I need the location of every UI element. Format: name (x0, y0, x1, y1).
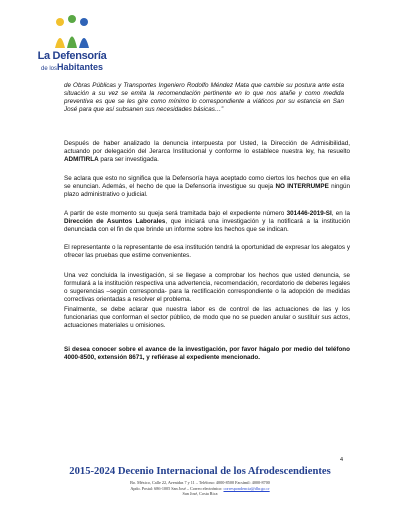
defensoria-logo (30, 14, 114, 74)
paragraph-clarification: Se aclara que esto no significa que la Defensoría haya aceptado como ciertos los hechos que en ella se enuncian. Además, el hecho de que la Defensoría investigue su queja NO INTERRUMPE ningún plazo administrativo o judicial. (64, 175, 350, 199)
paragraph-investigation-outcome: Una vez concluida la investigación, si se llegase a comprobar los hechos que usted denuncia, se formulará a la institución respectiva una advertencia, recomendación, recordatorio de deberes legales o sugerencias –según corresponda- para la rectificación correspondiente o la adopción de medidas correctivas orientadas a resolver el problema. (64, 272, 350, 304)
logo-text-bottom: de losHabitantes (40, 62, 104, 72)
quoted-complaint: de Obras Públicas y Transportes Ingeniero Rodolfo Méndez Mata que cambie su postura ante esta situación a su vez se emita la recomendación pertinente en lo que nos atañe y como medida preventiva es que se les gire como mínimo lo correspondiente a viáticos por su estancia en San José para que así subsanen sus necesidades básicas…” (64, 82, 344, 114)
paragraph-case-number: A partir de este momento su queja será tramitada bajo el expediente número 301446-2019-SI, en la Dirección de Asuntos Laborales, que iniciará una investigación y la notificará a la institución denunciada con el fin de que brinde un informe sobre los hechos que se indican. (64, 210, 350, 234)
paragraph-contact: Si desea conocer sobre el avance de la investigación, por favor hágalo por medio del teléfono 4000-8500, extensión 8671, y refiérase al expediente mencionado. (64, 346, 350, 362)
page-number: 4 (340, 457, 344, 463)
footer-title: 2015-2024 Decenio Internacional de los Afrodescendientes (69, 466, 331, 477)
footer-address: Bo. México, Calle 22, Avenidas 7 y 11 – Teléfono: 4000-8500 Facsímil: 4000-8700 Apdo. Postal: 686-1005 San José – Correo electrónico: correspondencia@dhr.go.cr San José, Costa Rica (130, 480, 270, 497)
paragraph-representative: El representante o la representante de esa institución tendrá la oportunidad de expresar los alegatos y ofrecer las pruebas que estime convenientes. (64, 244, 350, 260)
people-emblem-icon (52, 14, 92, 50)
email-link[interactable]: correspondencia@dhr.go.cr (223, 485, 270, 491)
paragraph-admission: Después de haber analizado la denuncia interpuesta por Usted, la Dirección de Admisibilidad, actuando por delegación del Jerarca Institucional y conforme lo establece nuestra ley, ha resuelto ADMITIRLA para ser investigada. (64, 140, 350, 164)
logo-text-top: La Defensoría (37, 50, 107, 62)
paragraph-scope: Finalmente, se debe aclarar que nuestra labor es de control de las actuaciones de las y los funcionarias que conforman el sector público, de modo que no se pueden anular o sustituir sus actos, actuaciones materiales u omisiones. (64, 306, 350, 330)
